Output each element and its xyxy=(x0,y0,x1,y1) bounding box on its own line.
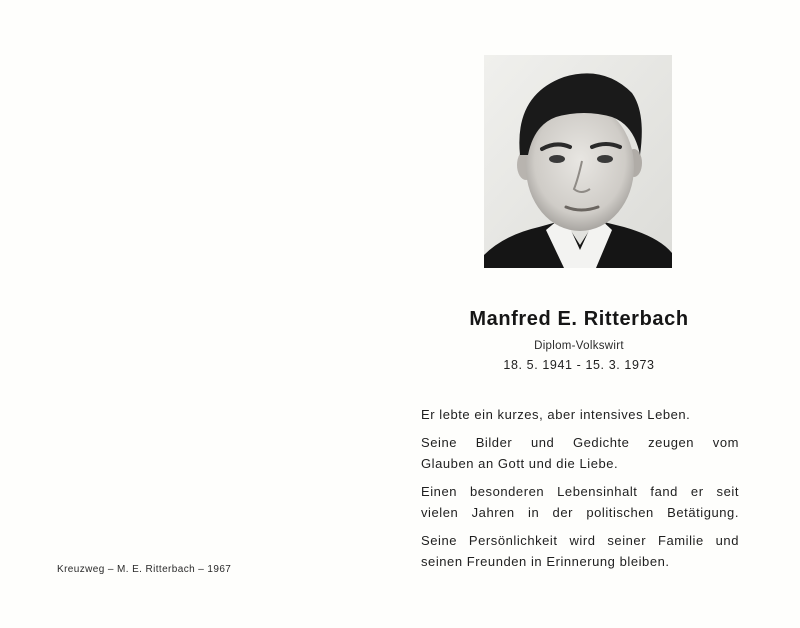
paragraph-1 xyxy=(421,404,739,425)
profession-title: Diplom-Volkswirt xyxy=(534,340,624,352)
text-line: Glauben an Gott und die Liebe. xyxy=(421,456,619,471)
text-line: seinen Freunden in Erinnerung bleiben. xyxy=(421,554,670,569)
artwork-caption: Kreuzweg – M. E. Ritterbach – 1967 xyxy=(57,564,232,575)
text-line: Seine Bilder und Gedichte zeugen vom xyxy=(421,435,739,450)
portrait-photo xyxy=(484,55,672,268)
life-dates: 18. 5. 1941 - 15. 3. 1973 xyxy=(503,358,655,372)
paragraph-2 xyxy=(421,432,739,474)
paragraph-3 xyxy=(421,481,739,523)
text-line: Er lebte ein kurzes, aber intensives Leben. xyxy=(421,407,691,422)
memorial-text xyxy=(421,404,739,579)
paragraph-4 xyxy=(421,530,739,572)
deceased-name: Manfred E. Ritterbach xyxy=(469,308,689,330)
portrait-image xyxy=(484,55,672,268)
text-line: Seine Persönlichkeit wird seiner Familie und xyxy=(421,533,739,548)
text-line: Einen besonderen Lebensinhalt fand er seit xyxy=(421,484,739,499)
text-line: vielen Jahren in der politischen Betätigung. xyxy=(421,505,739,520)
